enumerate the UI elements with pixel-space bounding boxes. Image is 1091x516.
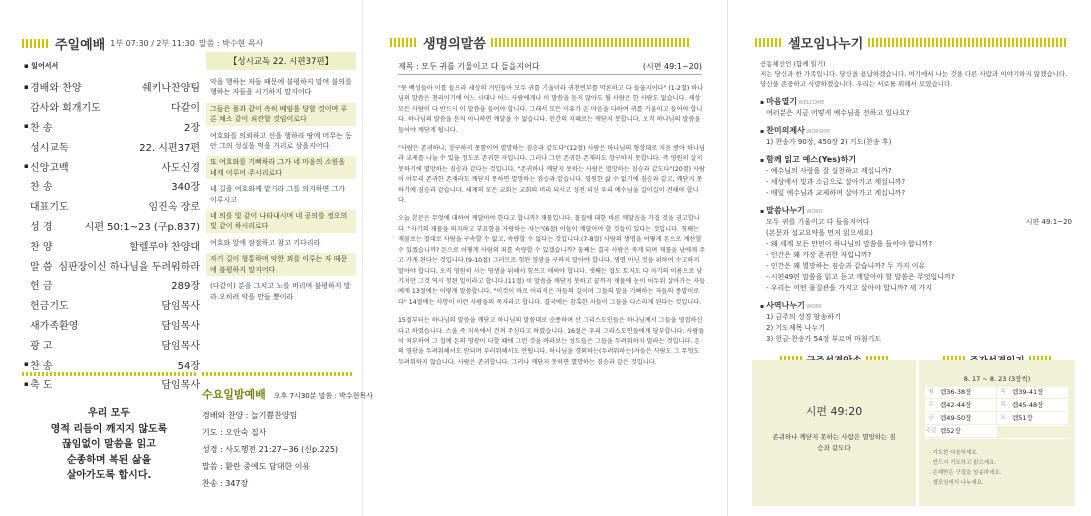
wednesday-item: 말씀 : 환란 중에도 담대한 이유 [202,462,311,471]
worship-order [24,61,200,394]
order-value: 289장 [171,281,200,293]
order-row [24,235,200,255]
bible-row [925,400,1069,413]
order-name [24,119,53,134]
order-bullet: ▪ [24,162,29,171]
order-value: 할렐루야 찬양대 [129,241,200,253]
order-name-text: 광 고 [30,340,53,352]
order-name [24,178,53,193]
order-value: 54장 [177,360,200,372]
order-row [24,117,200,137]
cell-section [760,155,1072,199]
order-name [24,297,69,312]
sermon-ref: (시편 49:1~20) [642,62,702,71]
header-stripe [755,38,783,47]
order-row [24,295,200,315]
order-name-text: 대표기도 [30,202,69,214]
motto-line: 순종하며 복된 삶을 [66,454,152,466]
section-head-en: WORSHIP [804,129,831,135]
bible-cell [997,413,1068,424]
order-value: 340장 [171,182,200,194]
order-name-text: 헌금기도 [30,301,69,313]
order-name-text: 축 도 [30,380,53,392]
motto [24,406,194,484]
order-name-text: 찬 양 [30,241,53,253]
section-head [760,155,1072,166]
word-title-row [760,217,1072,228]
cell-section [760,206,1072,294]
cell-header [755,33,1068,52]
divider-stripe [202,372,352,376]
bible-cell [997,387,1068,398]
order-value: 심판장이신 하나님을 두려워하라 [58,261,200,273]
memory-box [752,360,916,506]
order-name [24,238,53,253]
bible-text: 렘39-41장 [1012,388,1044,396]
cell-section [760,301,1072,345]
section-item: - 우리는 어떤 물질관을 가지고 살아야 합니까? 세 가지 [766,284,933,292]
order-value: 다같이 [171,103,200,115]
order-name [24,139,69,154]
order-name [24,258,53,273]
bible-cell [925,426,997,437]
section-head [760,301,1072,312]
bible-box [919,360,1075,506]
order-value: 쉐키나찬양팀 [142,83,200,95]
bible-day: 월 [928,389,934,395]
sermon-body [398,84,706,376]
bible-text: 렘52장 [940,427,961,435]
sermon-paragraph: "사람은 존귀하나, 장구하지 못함이여 멸망하는 짐승과 같도다"(12절) 사람은 하나님의 형상대로 지음 받아 하나님과 교제를 나눌 수 있을 정도로 존귀한 자입니다. 그러나 그런 존귀한 존재라도 장구하지 못합니다. 즉 영원히 살지 못하기에 멸망하는 짐승과 같다는 것입니다. "존귀하나 깨닫지 못하는 사람은 멸망하는 짐승과 같도다"(20절) 사람이 아무리 존귀한 존재라도 깨닫지 못하면 멸망하는 짐승과 같습니다. 영원한 삶 수 없기에 짐승과 같고, 깨닫지 못하기에 짐승과 같습니다. 세계의 모든 교회는 교회의 머리 되시고 성전 되신 우리 예수님을 길이길이 견해야 합니다. [398,145,705,205]
bible-row [925,426,1069,439]
section-item: - 시편49편 말씀을 읽고 듣고 깨달아야 할 말씀은 무엇입니까? [766,273,955,281]
order-row [24,216,200,236]
order-name [24,79,81,94]
section-bullet: ▪ [760,303,767,310]
service-times: 1부 07:30 / 2부 11:30 [110,39,195,48]
bible-text: 렘49-50장 [940,414,972,422]
memory-text: 존귀하나 깨닫지 못하는 사람은 멸망하는 짐승과 같도다 [772,433,896,452]
bible-row [925,387,1069,400]
order-bullet: ▪ [24,82,29,91]
bible-grid [925,387,1069,439]
order-name [24,357,53,372]
order-row [24,354,200,374]
motto-line: 우리 모두 [87,408,131,419]
section-item: - 인간은 왜 멸망하는 짐승과 같습니까? 두 가지 이유 [766,262,926,270]
order-value: 담임목사 [161,320,200,332]
bible-day: 토 [1000,415,1006,421]
order-name-text: 신앙고백 [30,162,69,174]
bible-cell [925,387,996,398]
reading-verse: 여호와를 의뢰하고 선을 행하라 땅에 머무는 동안 그의 성실을 먹을 거리로 삼을지어다 [210,131,352,151]
section-item: 1) 금주의 성경 암송하기 [766,313,841,321]
section-item: - 인간은 왜 가장 존귀한 자입니까? [766,251,872,259]
order-bullet: ▪ [24,122,29,131]
word-title: 모두 귀를 기울이고 다 들을지어다 [766,218,870,226]
reading-verse: 네 길을 여호와께 맡기라 그를 의지하면 그가 이루시고 [210,185,346,204]
order-row [24,77,200,97]
bible-text: 렘51장 [1012,414,1033,422]
section-bullet: ▪ [760,157,767,164]
wednesday-item: 찬송 : 347장 [202,479,249,488]
wednesday-item: 성경 : 사도행전 21:27~36 (신p.225) [202,445,339,454]
motto-line: 끊임없이 말씀을 읽고 [62,439,156,450]
bible-day: 목 [1000,402,1006,408]
wednesday-item: 기도 : 오안숙 집사 [202,428,267,437]
sermon-title-row [398,61,702,72]
section-bullet: ▪ [760,128,767,135]
section-item: - 매일 예수님과 교제하며 살아가고 계십니까? [766,189,906,197]
reading-list [206,76,356,303]
memory-ref: 시편 49:20 [805,405,863,418]
section-head-text: 사역나누기 [766,301,805,310]
order-name-text: 경배와 찬양 [30,83,82,95]
section-head [760,126,1072,137]
bible-text: 렘36-38장 [940,388,972,396]
section-item: - 세상에서 빛과 소금으로 살아가고 계십니까? [766,178,906,186]
sermon-section-title: 생명의말씀 [423,37,486,52]
section-head-text: 찬미의제사 [766,126,805,135]
order-name [24,218,53,233]
section-item: 3) 헌금·찬송가 54장 부르며 마침기도 [766,335,882,343]
panel-sermon [362,0,727,516]
sunday-preacher: 말씀 : 박수현 목사 [198,39,264,48]
declaration-head: 공동체선언 (함께 읽기) [760,60,826,68]
order-value: 시편 50:1~23 (구p.837) [84,221,200,233]
bible-notes [929,448,1065,488]
bible-text: 렘42-44장 [940,401,972,409]
bible-dates: 8. 17 ~ 8. 23 (3장씩) [963,375,1031,383]
bible-note: · 은혜받은 구절을 암송하세요. [929,470,1002,476]
sermon-title: 제목 : 모두 귀를 기울이고 다 들을지어다 [398,62,540,71]
bible-day: 주일 [925,428,937,434]
section-head-text: 마음열기 [766,97,798,106]
order-value: 22. 시편37편 [139,142,200,154]
declaration-body: 저는 당신과 한 가족입니다. 당신을 용납하겠습니다. 여기에서 나눈 것을 다른 사람과 이야기하지 않겠습니다. 당신을 존중하고 사랑하겠습니다. 우리는 서로를 위해서 모였습니다. [760,70,1068,88]
sermon-paragraph: "뭇 백성들아 이를 들으라 세상의 거민들아 모두 귀를 기울이라 귀천빈부를 막론하고 다 들을지어다" (1-2절) 하나님의 말씀은 천리이기에 어느 시대나 어느 사람에게나 이 말씀을 듣지 않아도 될 사람은 한 사람도 없습니다. 세상 모든 사람이 다 반드시 이 말씀을 들어야 합니다. 그래서 모든 이유가 온 마음을 다하여 귀를 기울이고 들어야 합니다. 하나님의 말씀을 듣지 아니하면 깨달을 수 없습니다. 인간의 지혜로는 깨닫지 못합니다. 오직 하나님의 말씀을 들어야 깨닫게 됩니다. [398,85,704,134]
reading-verse: 자기 길이 형통하며 악한 꾀를 이루는 자 때문에 불평하지 말지어다 [206,253,356,276]
section-item: 1) 찬송가 90장, 450장 2) 기도(찬송 후) [766,138,892,146]
bible-row [925,413,1069,426]
section-bullet: ▪ [760,208,767,215]
section-head-en: WORK [804,304,823,310]
section-head-text: 말씀나누기 [766,206,805,215]
order-name-text: 성 경 [30,221,53,233]
order-name-text: 감사와 회개기도 [30,103,101,115]
divider-stripe [22,372,197,376]
reading-verse: 악을 행하는 자들 때문에 불평하지 말며 불의를 행하는 자들을 시기하지 말지어다 [210,78,352,97]
cell-section [760,126,1072,148]
order-value: 임진옥 장로 [148,202,200,214]
order-name-text: 찬 송 [30,360,53,372]
order-name-text: 찬 송 [30,122,53,134]
word-ref: 시편 49:1~20 [1025,218,1072,226]
bible-note: · 셀모임에서 나누세요. [929,480,984,486]
order-value: 담임목사 [161,301,200,313]
section-head [760,97,1072,108]
order-name [24,277,53,292]
panel-sunday-worship [0,0,373,516]
order-label: ▪ 일어서서 [24,62,59,70]
section-head-en: WELCOME [797,100,825,106]
bible-day: 목 [1000,389,1006,395]
sunday-title: 주일예배 [55,38,106,53]
order-bullet: ▪ [24,360,29,369]
order-row [24,255,200,275]
section-item: 2) 기도제목 나누기 [766,324,825,332]
order-row [24,374,200,394]
order-row [24,196,200,216]
section-item: 여러분은 지금 어떻게 예수님을 전하고 있나요? [766,109,910,117]
wednesday-title: 수요일밤예배 [202,388,266,401]
order-name-text: 성시교독 [30,142,69,154]
order-row [24,315,200,335]
order-row [24,97,200,117]
cell-section [760,97,1072,119]
reading-verse: (다같이) 분을 그치고 노를 버리며 불평하지 말라 오히려 악을 만들 뿐이라 [210,282,351,301]
cell-content [760,59,1072,352]
reading-title: 【성시교독 22. 시편37편】 [206,52,356,70]
order-row [24,156,200,176]
order-name [24,99,101,114]
header-stripe [390,38,418,47]
reading-verse: 여호와 앞에 잠잠하고 참고 기다리라 [210,238,321,247]
cell-sections [760,97,1072,345]
order-row [24,176,200,196]
order-name [24,337,53,352]
order-name [24,376,53,391]
order-value: 사도신경 [161,162,200,174]
header-stripe [491,38,691,47]
order-row [24,136,200,156]
section-head-text: 함께 읽고 예스(Yes)하기 [766,155,857,164]
bible-day: 수 [928,402,934,408]
reading-verse: 또 여호와를 기뻐하라 그가 네 마음의 소원을 네게 이루어 주시리로다 [206,156,356,179]
wednesday-sub: 오후 7시30분 말씀 : 박수현목사 [273,392,373,400]
bible-note: · 반드시 기도하고 읽으세요. [929,460,997,466]
section-head-en: WORD [804,209,823,215]
reading-verse: 그들은 풀과 같이 속히 베임을 당할 것이며 푸른 채소 같이 쇠잔할 것임이로다 [206,103,356,126]
motto-line: 영적 리듬이 깨지지 않도록 [50,423,168,435]
order-list [24,77,200,394]
order-name-text: 새가족환영 [30,320,79,332]
section-bullet: ▪ [760,99,767,106]
bible-cell [925,413,996,424]
order-value: 담임목사 [161,380,200,392]
cell-title: 셀모임나누기 [788,37,864,52]
sermon-paragraph: 15절부터는 하나님의 말씀을 깨닫고 하나님의 말씀대로 순종하며 산 그리스도인들은 하나님께서 그들을 영접하신다고 하였습니다. 스올 즉 지옥에서 건져 주신다고 하였습니다. 16절은 우리 그리스도인들에게 당부합니다. 사람들이 치부하여 그 집에 돈의 영광이 더할 때에 그런 것을 바라보는 성도들은 그들을 두려워하지 말라는 것입니다. 돈의 영광을 두려워해서도 안되며 부러워해서도 안됩니다. 하나님을 경외하는(두려워하는)자들은 사람도 그 무엇도 두려워하지 않습니다. 사람은 존귀합니다. 그러나 깨닫지 못하면 멸망하는 짐승과 같은 것입니다. [398,317,705,366]
order-name [24,159,69,174]
bible-cell [997,400,1068,411]
header-stripe [868,38,1068,47]
order-name-text: 찬 송 [30,182,53,194]
bible-note: · 기도한 다음하세요. [929,450,979,456]
order-name-text: 헌 금 [30,281,53,293]
sermon-header [390,33,691,52]
wednesday-header [202,383,373,402]
order-bullet: ▪ [24,379,29,388]
sermon-rule [398,74,702,75]
section-item: (본문과 설교요약을 먼저 읽으세요) [766,229,873,237]
order-name [24,317,78,332]
section-item: - 예수님의 사랑을 잘 실천하고 계십니까? [766,167,892,175]
bible-text: 렘45-48장 [1012,401,1044,409]
order-name-text: 말 씀 [30,261,53,273]
sunday-header [22,34,263,53]
wednesday-item: 경배와 찬양 : 늘기쁨찬양팀 [202,411,298,420]
order-value: 담임목사 [161,340,200,352]
order-value: 2장 [183,122,200,134]
bible-cell [925,400,996,411]
bible-day: 금 [928,415,934,421]
wednesday-list [202,407,362,492]
header-stripe [22,39,50,48]
sermon-paragraph: 오늘 본문은 무엇에 대하여 깨달아야 한다고 합니까? 재물입니다. 물질에 대한 바른 깨달음을 가질 것을 권고합니다. "자기의 재물을 의지하고 부요함을 자랑하는 자는"(6절) 이들이 깨달아야 할 것들이 있다는 것입니다. 첫째는 재물로는 절대로 사람을 구속할 수 없고, 속량할 수 없다는 것입니다.(7-8절) 사람의 생명을 어떻게 돈으로 계산할 수 있겠습니까? 돈으로 어떻게 사람의 죄를 속량할 수 있겠습니까? 둘째는 결국 사람은 죽게 되며 재물을 남에게 주고 가게 된다는 것입니다.(9-10절) 그러므로 헛된 영광을 구하지 말아야 합니다. 생명 아닌 것을 위하여 수고하지 말아야 합니다. 오직 영원히 사는 영생을 위해서 힘쓰고 애써야 합니다. 셋째는 집도 토지도 다 자기의 이름으로 남기지만 그것 역시 헛된 일이라고 합니다.(11절) 이 말씀을 깨닫지 못하고 끝까지 재물에 눈이 어두워 살아가는 자들에게 13절에는 이렇게 말씀합니다. "이것이 바로 어리석은 자들의 길이며 그들의 말을 기뻐하는 자들의 종말이로다" 14절에는 사망이 이런 사람들의 목자라고 합니다. 결국에는 참혹한 자들이 그들을 다스리게 된다는 것입니다. [398,215,706,306]
motto-line: 살아가도록 합시다. [66,470,152,481]
section-head [760,206,1072,217]
section-item: - 왜 세계 모든 만민이 하나님의 말씀을 들어야 합니까? [766,240,933,248]
reading-verse: 네 의를 빛 같이 나타내시며 네 공의를 정오의 빛 같이 하시리로다 [206,210,356,233]
community-declaration [760,59,1072,89]
responsive-reading [206,52,356,307]
order-row [24,275,200,295]
order-row [24,334,200,354]
order-name [24,198,69,213]
